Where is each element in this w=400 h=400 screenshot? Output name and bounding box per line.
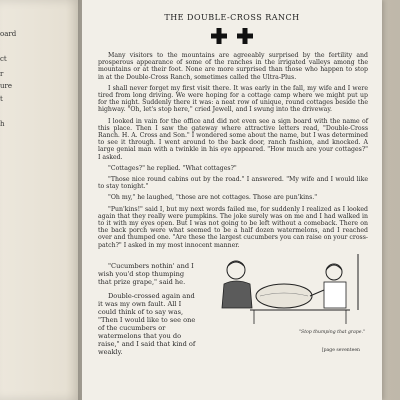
paragraph: "Pun'kins!" said I, but my next words failed me, for suddenly I realized as I looked again that they really were pumpkins. The joke surely was on me and I had walked in to it with my eyes open. But I was not going to be left without a comeback. There on the back porch were what seemed to be a half dozen watermelons, and I reached over and thumped one. "Are these the largest cucumbers you can raise on your cross-patch?" I asked in my most innocent manner. — [98, 205, 368, 249]
left-page-fragment: oard — [0, 30, 17, 38]
left-page-fragment: ure — [0, 82, 12, 90]
paragraph: Double-crossed again and it was my own fault. All I could think of to say was, "Then I would like to see one of the cucumbers or watermelons that you do raise," and I said that kind of weakly. — [98, 292, 196, 356]
paragraph: "Oh my," he laughed, "those are not cottages. Those are pun'kins." — [108, 194, 318, 202]
paragraph: "Cucumbers nothin' and I wish you'd stop thumping that prize grape," said he. — [98, 262, 194, 286]
left-page-fragment: ct — [0, 55, 7, 63]
page-number: [page seventeen — [321, 348, 360, 353]
story-text-narrow — [98, 262, 198, 356]
story-text — [98, 52, 368, 249]
paragraph: Many visitors to the mountains are agreeably surprised by the fertility and prosperous appearance of some of the ranches in the irrigated valleys among the mountains or at their foot. None are more surprised than those who happen to stop in at the Double-Cross Ranch, sometimes called the Ultra-Plus. — [98, 52, 368, 81]
left-page-fragment: t — [0, 95, 3, 103]
page-title: THE DOUBLE-CROSS RANCH — [164, 13, 300, 22]
left-page-fragment: h — [0, 120, 5, 128]
left-page-fragment: r — [0, 70, 4, 78]
right-page — [82, 0, 382, 400]
cross-icon — [237, 28, 253, 44]
paragraph: "Cottages?" he replied. "What cottages?" — [108, 164, 237, 172]
cross-icon — [211, 28, 227, 44]
paragraph: I looked in vain for the office and did not even see a sign board with the name of this place. Then I saw the gateway where attractive letters read, "Double-Cross Ranch. H. A. Cross and Son." I wondered some about the name, but I was determined to see it through. I went around to the back door, ranch fashion, and knocked. A large genial man with a twinkle in his eye appeared. "How much are your cottages?" I asked. — [98, 117, 368, 161]
cartoon-illustration — [210, 250, 370, 330]
double-cross-emblem — [82, 28, 382, 44]
left-page — [0, 0, 82, 400]
illustration-caption: "Stop thumping that grape." — [298, 330, 366, 335]
paragraph: "Those nice round cabins out by the road." I answered. "My wife and I would like to stay tonight." — [98, 176, 368, 191]
paragraph: I shall never forget my first visit there. It was early in the fall, my wife and I were tired from long driving. We were hoping for a cottage camp where we might put up for the night. Suddenly there it was: a neat row of unique, round cottages beside the highway. "Oh, let's stop here," cried Jewell, and I swung into the driveway. — [98, 84, 368, 114]
